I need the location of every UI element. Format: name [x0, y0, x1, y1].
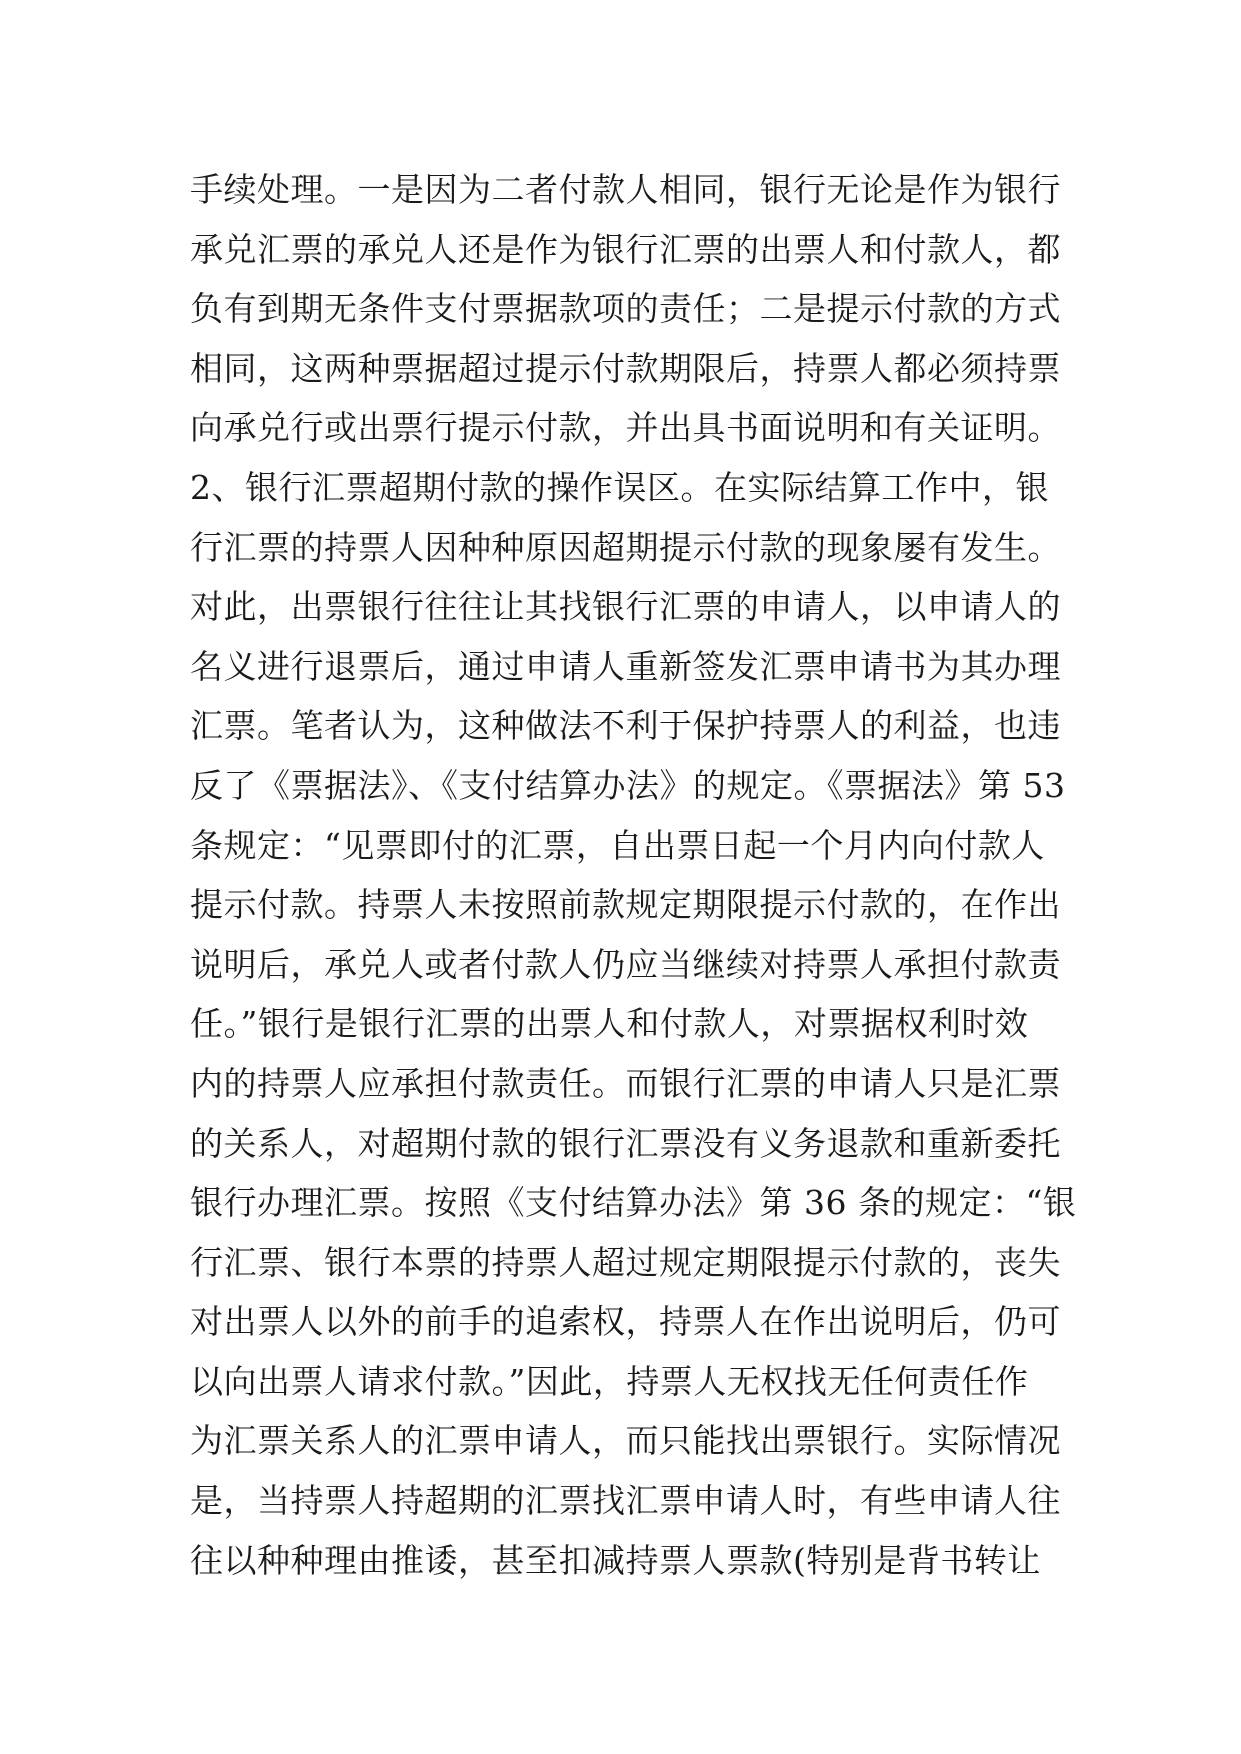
body-text	[190, 160, 1077, 1590]
text-line: 内的持票人应承担付款责任。而银行汇票的申请人只是汇票	[190, 1063, 1061, 1103]
text-line: 承兑汇票的承兑人还是作为银行汇票的出票人和付款人，都	[190, 229, 1061, 269]
text-line: 说明后，承兑人或者付款人仍应当继续对持票人承担付款责	[190, 944, 1061, 984]
text-line: 相同，这两种票据超过提示付款期限后，持票人都必须持票	[190, 348, 1061, 388]
text-line: 手续处理。一是因为二者付款人相同，银行无论是作为银行	[190, 170, 1061, 209]
text-line: 为汇票关系人的汇票申请人，而只能找出票银行。实际情况	[190, 1421, 1061, 1461]
text-line: 汇票。笔者认为，这种做法不利于保护持票人的利益，也违	[190, 706, 1061, 746]
text-line: 条规定：“见票即付的汇票，自出票日起一个月内向付款人	[190, 825, 1045, 865]
text-line: 向承兑行或出票行提示付款，并出具书面说明和有关证明。	[190, 408, 1061, 448]
text-line: 名义进行退票后，通过申请人重新签发汇票申请书为其办理	[190, 646, 1061, 686]
text-line: 对此，出票银行往往让其找银行汇票的申请人，以申请人的	[190, 587, 1061, 627]
text-line: 银行办理汇票。按照《支付结算办法》第 36 条的规定：“银	[190, 1183, 1077, 1223]
text-line: 提示付款。持票人未按照前款规定期限提示付款的，在作出	[190, 885, 1061, 925]
text-line: 行汇票的持票人因种种原因超期提示付款的现象屡有发生。	[190, 527, 1061, 567]
text-line: 往以种种理由推诿，甚至扣减持票人票款(特别是背书转让	[190, 1540, 1041, 1580]
text-line: 的关系人，对超期付款的银行汇票没有义务退款和重新委托	[190, 1123, 1061, 1163]
text-line: 是，当持票人持超期的汇票找汇票申请人时，有些申请人往	[190, 1481, 1061, 1521]
text-line: 负有到期无条件支付票据款项的责任；二是提示付款的方式	[190, 289, 1061, 329]
text-line: 行汇票、银行本票的持票人超过规定期限提示付款的，丧失	[190, 1242, 1061, 1282]
text-line: 以向出票人请求付款。”因此，持票人无权找无任何责任作	[190, 1361, 1029, 1401]
text-line: 任。”银行是银行汇票的出票人和付款人，对票据权利时效	[190, 1004, 1029, 1044]
text-line: 反了《票据法》、《支付结算办法》的规定。《票据法》第 53	[190, 765, 1066, 805]
text-line: 2、银行汇票超期付款的操作误区。在实际结算工作中，银	[190, 467, 1049, 507]
text-line: 对出票人以外的前手的追索权，持票人在作出说明后，仍可	[190, 1302, 1061, 1342]
